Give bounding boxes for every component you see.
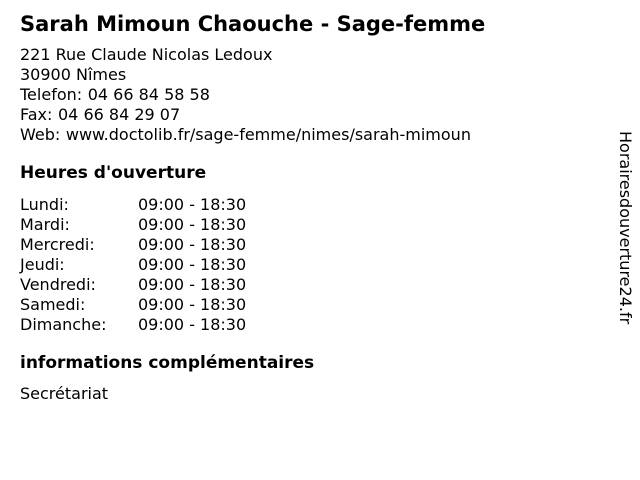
hours-value: 09:00 - 18:30 bbox=[138, 235, 247, 254]
page-title: Sarah Mimoun Chaouche - Sage-femme bbox=[20, 12, 486, 36]
fax-value: 04 66 84 29 07 bbox=[58, 105, 181, 124]
hours-row-wednesday bbox=[20, 235, 600, 255]
hours-row-sunday bbox=[20, 315, 600, 335]
address-contact-block bbox=[20, 45, 600, 145]
hours-value: 09:00 - 18:30 bbox=[138, 295, 247, 314]
address-city: 30900 Nîmes bbox=[20, 65, 127, 84]
hours-row-friday bbox=[20, 275, 600, 295]
additional-info-heading: informations complémentaires bbox=[20, 353, 315, 373]
web-value: www.doctolib.fr/sage-femme/nimes/sarah-mimoun bbox=[65, 125, 471, 144]
web-label: Web: bbox=[20, 125, 61, 144]
fax-label: Fax: bbox=[20, 105, 53, 124]
hours-value: 09:00 - 18:30 bbox=[138, 315, 247, 334]
hours-row-saturday bbox=[20, 295, 600, 315]
day-label: Lundi: bbox=[20, 195, 69, 214]
phone-line bbox=[20, 85, 600, 105]
opening-hours-heading: Heures d'ouverture bbox=[20, 163, 207, 183]
address-street: 221 Rue Claude Nicolas Ledoux bbox=[20, 45, 273, 64]
hours-row-monday bbox=[20, 195, 600, 215]
day-label: Mardi: bbox=[20, 215, 70, 234]
day-label: Jeudi: bbox=[20, 255, 65, 274]
hours-row-tuesday bbox=[20, 215, 600, 235]
day-label: Samedi: bbox=[20, 295, 86, 314]
hours-value: 09:00 - 18:30 bbox=[138, 275, 247, 294]
site-watermark: Horairesdouverture24.fr bbox=[616, 131, 635, 325]
phone-value: 04 66 84 58 58 bbox=[87, 85, 210, 104]
hours-value: 09:00 - 18:30 bbox=[138, 255, 247, 274]
fax-line bbox=[20, 105, 600, 125]
hours-row-thursday bbox=[20, 255, 600, 275]
web-line bbox=[20, 125, 600, 145]
day-label: Mercredi: bbox=[20, 235, 95, 254]
day-label: Dimanche: bbox=[20, 315, 107, 334]
phone-label: Telefon: bbox=[20, 85, 83, 104]
additional-info-text: Secrétariat bbox=[20, 384, 109, 403]
hours-value: 09:00 - 18:30 bbox=[138, 215, 247, 234]
day-label: Vendredi: bbox=[20, 275, 96, 294]
opening-hours-table bbox=[20, 195, 600, 335]
hours-value: 09:00 - 18:30 bbox=[138, 195, 247, 214]
